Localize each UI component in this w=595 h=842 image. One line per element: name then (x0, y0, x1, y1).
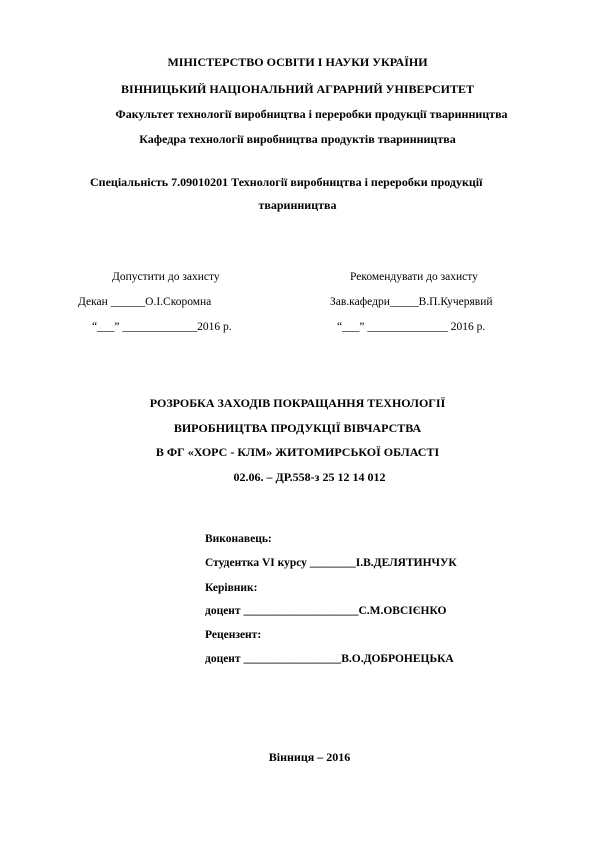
university-heading: ВІННИЦЬКИЙ НАЦІОНАЛЬНИЙ АГРАРНИЙ УНІВЕРСИТЕТ (121, 82, 474, 96)
reviewer-line: доцент _________________В.О.ДОБРОНЕЦЬКА (205, 653, 454, 665)
thesis-title-line-2: ВИРОБНИЦТВА ПРОДУКЦІЇ ВІВЧАРСТВА (173, 421, 422, 435)
specialty-line-1: Спеціальність 7.09010201 Технології виробництва і переробки продукції (90, 175, 483, 189)
faculty-heading: Факультет технології виробництва і переробки продукції тваринництва (115, 107, 508, 121)
recommend-title: Рекомендувати до захисту (350, 271, 478, 283)
thesis-title-line-3: В ФГ «ХОРС - КЛМ» ЖИТОМИРСЬКОЇ ОБЛАСТІ (155, 445, 440, 459)
executor-label: Виконавець: (205, 533, 272, 545)
city-year: Вінниця – 2016 (268, 750, 351, 764)
department-heading: Кафедра технології виробництва продуктів тваринництва (139, 132, 456, 146)
executor-line: Студентка VI курсу ________І.В.ДЕЛЯТИНЧУК (205, 557, 457, 569)
dean-signature-line: Декан ______О.І.Скоромна (78, 296, 212, 308)
admit-date-line: “___” _____________2016 р. (92, 321, 232, 333)
specialty-line-2: тваринництва (258, 198, 337, 212)
thesis-title-line-1: РОЗРОБКА ЗАХОДІВ ПОКРАЩАННЯ ТЕХНОЛОГІЇ (149, 396, 446, 410)
reviewer-label: Рецензент: (205, 629, 262, 641)
admit-title: Допустити до захисту (112, 271, 220, 283)
thesis-code: 02.06. – ДР.558-з 25 12 14 012 (233, 470, 386, 484)
head-signature-line: Зав.кафедри_____В.П.Кучерявий (330, 296, 493, 308)
recommend-date-line: “___” ______________ 2016 р. (337, 321, 486, 333)
supervisor-label: Керівник: (205, 582, 258, 594)
supervisor-line: доцент ____________________С.М.ОВСІЄНКО (205, 605, 447, 617)
ministry-heading: МІНІСТЕРСТВО ОСВІТИ І НАУКИ УКРАЇНИ (167, 55, 428, 69)
